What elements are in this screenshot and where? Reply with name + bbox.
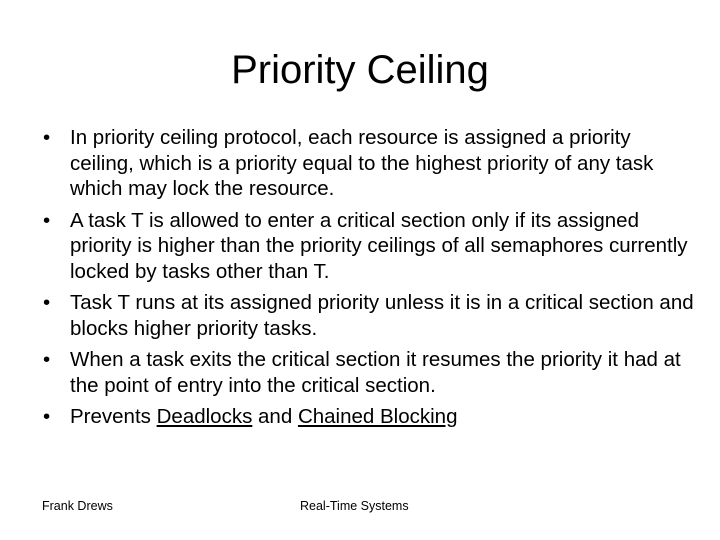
chained-blocking-link[interactable]: Chained Blocking <box>297 405 458 428</box>
bullet-text: A task T is allowed to enter a critical section only if its assigned priority is higher than the priority ceilings of all semaphores currently locked by tasks other than T. <box>70 208 688 283</box>
bullet-item <box>38 208 698 285</box>
bullet-middle-text: and <box>252 405 298 428</box>
bullet-dot-icon: • <box>43 291 51 314</box>
bullet-text: Task T runs at its assigned priority unless it is in a critical section and blocks higher priority tasks. <box>70 291 694 340</box>
bullet-dot-icon: • <box>43 208 51 232</box>
footer-course: Real-Time Systems <box>300 499 409 513</box>
bullet-dot-icon: • <box>43 348 51 371</box>
bullet-text: When a task exits the critical section it resumes the priority it had at the point of entry into the critical section. <box>70 348 681 397</box>
deadlocks-link[interactable]: Deadlocks <box>156 405 253 428</box>
bullet-item <box>38 290 698 341</box>
bullet-item <box>38 125 698 202</box>
bullet-list <box>38 125 698 436</box>
footer-author: Frank Drews <box>42 499 113 513</box>
bullet-text: In priority ceiling protocol, each resource is assigned a priority ceiling, which is a priority equal to the highest priority of any task which may lock the resource. <box>70 126 654 200</box>
bullet-item <box>38 347 698 398</box>
bullet-dot-icon: • <box>43 126 51 149</box>
bullet-dot-icon: • <box>43 405 51 428</box>
bullet-prefix-text: Prevents <box>70 405 157 428</box>
slide-title: Priority Ceiling <box>231 48 489 92</box>
bullet-item-prevents <box>38 404 698 430</box>
